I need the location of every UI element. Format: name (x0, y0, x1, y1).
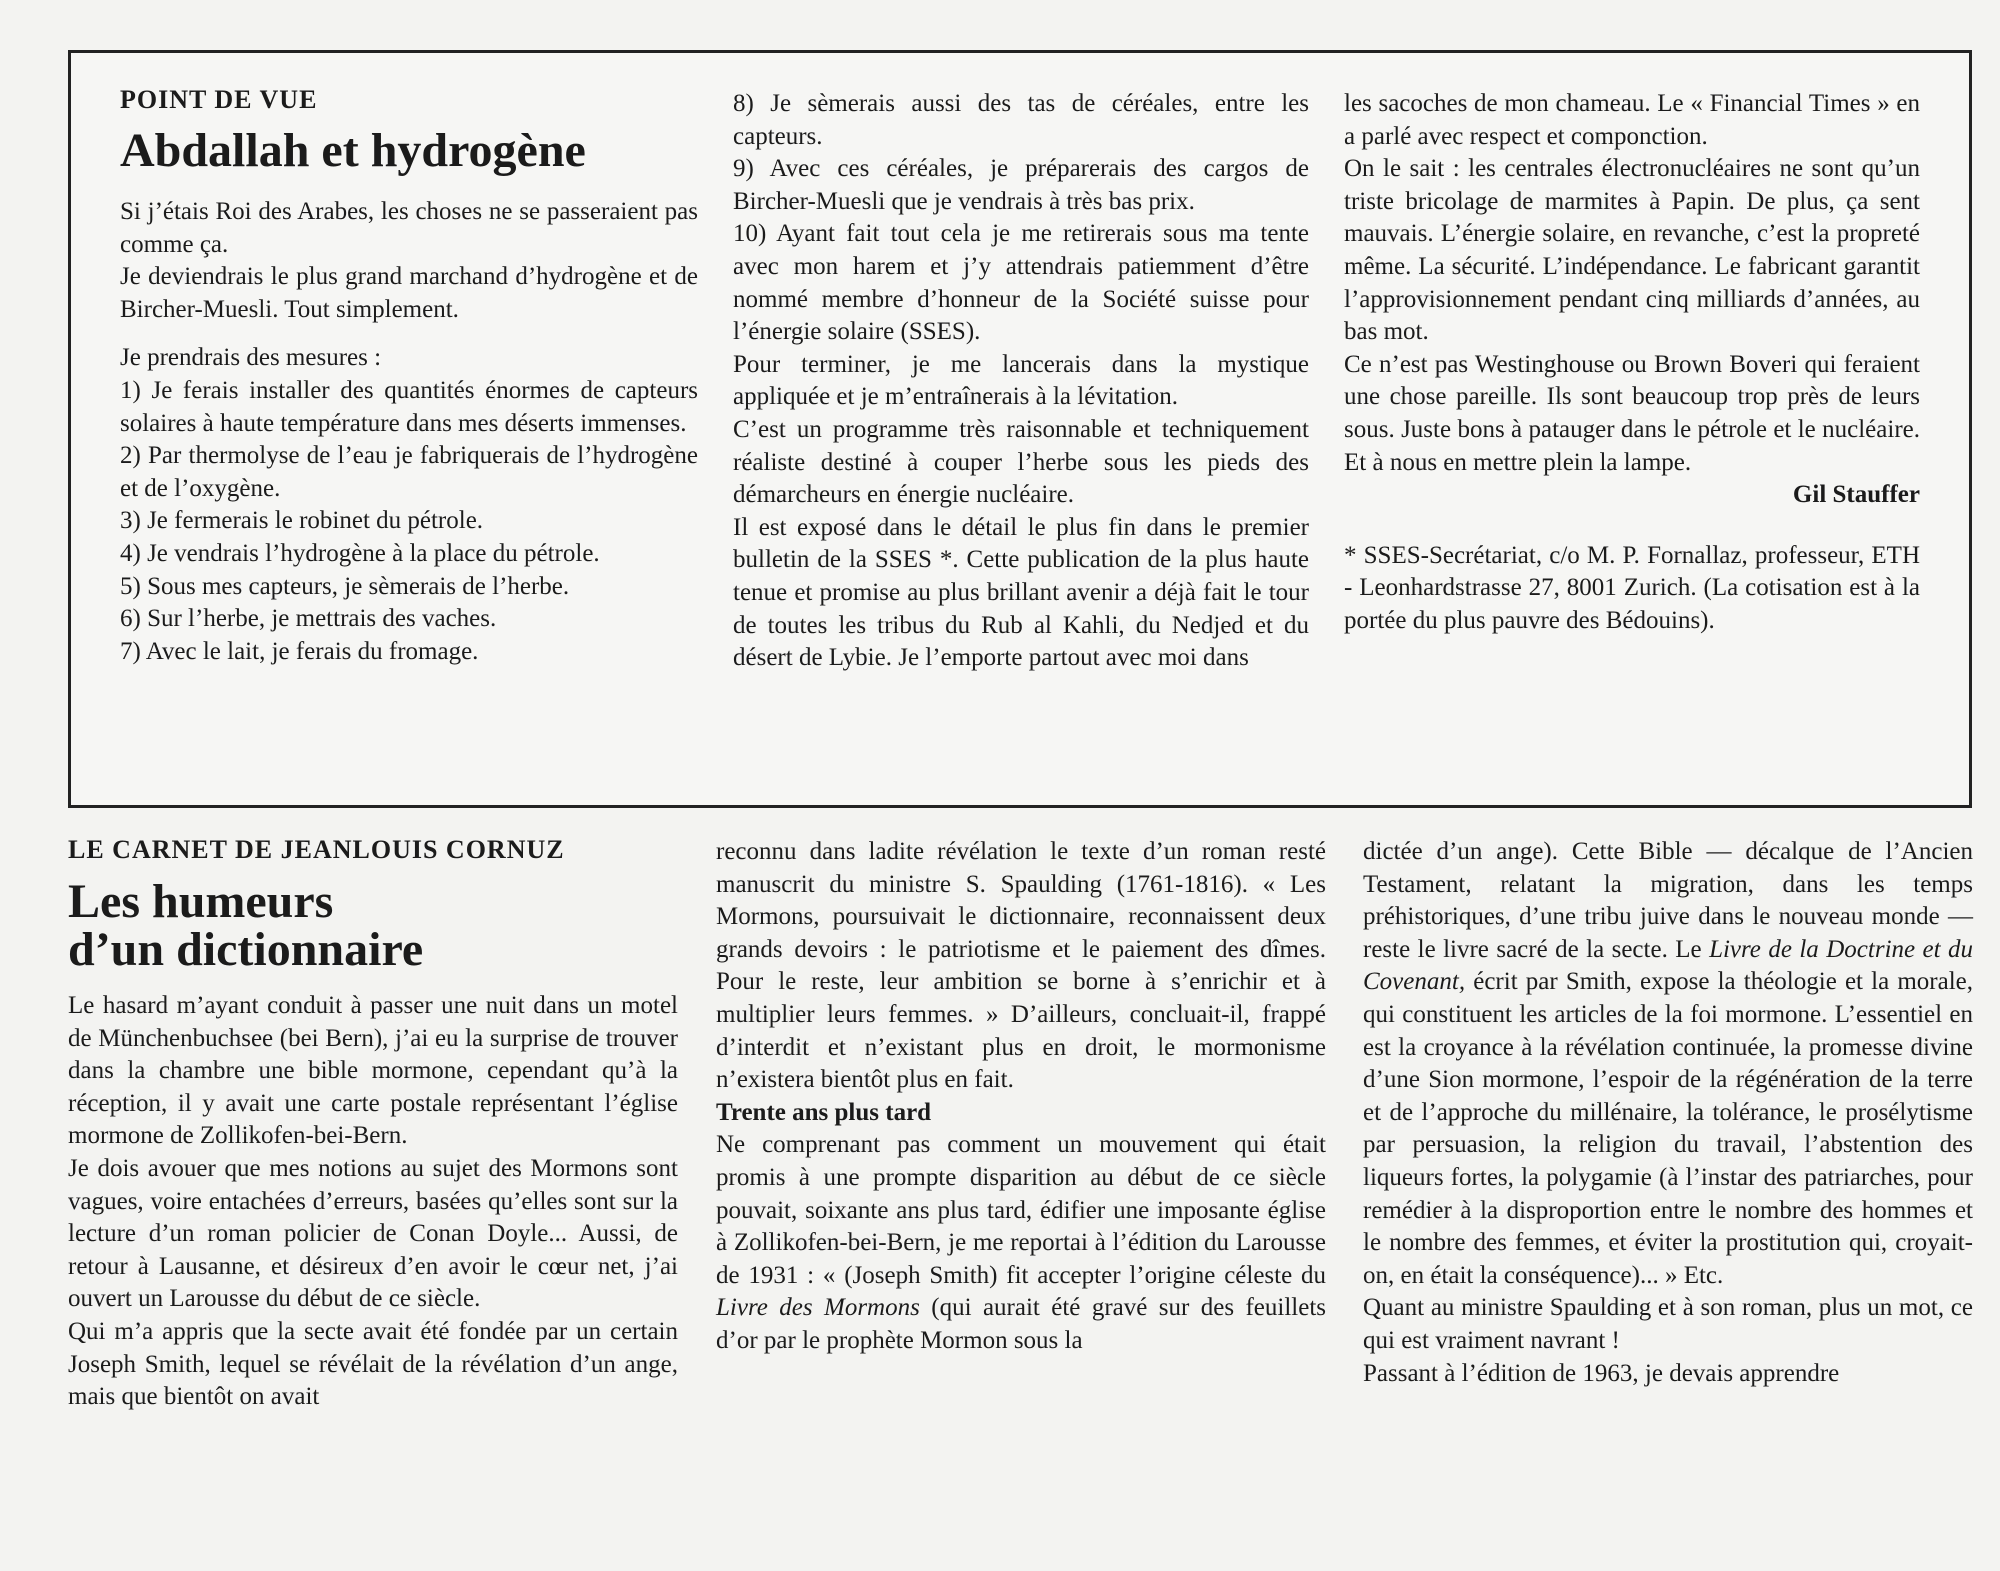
list-item: 2) Par thermolyse de l’eau je fabriquerais de l’hydrogène et de l’oxygène. (120, 442, 698, 502)
paragraph: On le sait : les centrales électronucléaires ne sont qu’un triste bricolage de marmites à Papin. De plus, ça sent mauvais. L’énergie solaire, en revanche, c’est la propreté même. La sécurité. L’indépendance. Le fabricant garantit l’approvisionnement pendant cinq milliards d’années, au bas mot. (1344, 155, 1920, 346)
footnote: * SSES-Secrétariat, c/o M. P. Fornallaz, professeur, ETH - Leonhardstrasse 27, 8001 Zurich. (La cotisation est à la portée du plus pauvre des Bédouins). (1344, 541, 1920, 634)
signature: Gil Stauffer (1792, 481, 1920, 509)
article1-title: Abdallah et hydrogène (120, 124, 586, 177)
paragraph: dictée d’un ange). Cette Bible — décalque de l’Ancien Testament, relatant la migration, dans les temps préhistoriques, d’une tribu juive dans le nouveau monde — reste le livre sacré de la secte. Le Livre de la Doctrine et du Covenant, écrit par Smith, expose la théologie et la morale, qui constituent les articles de la foi mormone. L’essentiel en est la croyance à la révélation continuée, la promesse divine d’une Sion mormone, l’espoir de la régénération de la terre et de l’approche du millénaire, la tolérance, le prosélytisme par persuasion, la religion du travail, l’abstention des liqueurs fortes, la polygamie (à l’instar des patriarches, pour remédier à la disproportion entre le nombre des hommes et le nombre des femmes, et éviter la prostitution qui, croyait-on, en était la conséquence)... » Etc. (1363, 838, 1974, 1289)
paragraph: Quant au ministre Spaulding et à son roman, plus un mot, ce qui est vraiment navrant ! (1363, 1294, 1973, 1354)
paragraph: Passant à l’édition de 1963, je devais apprendre (1363, 1359, 1840, 1387)
list-item: 7) Avec le lait, je ferais du fromage. (120, 637, 479, 665)
paragraph: reconnu dans ladite révélation le texte d’un roman resté manuscrit du ministre S. Spaulding (1761-1816). « Les Mormons, poursuivait le dictionnaire, reconnaissent deux grands devoirs : le patriotisme et le paiement des dîmes. Pour le reste, leur ambition se borne à s’enrichir et à multiplier leurs femmes. » D’ailleurs, concluait-il, frappé d’interdit et n’existant plus en droit, le mormonisme n’existera bientôt plus en fait. (716, 838, 1326, 1094)
article2-title-line-2: d’un dictionnaire (68, 923, 424, 976)
paragraph: Ce n’est pas Westinghouse ou Brown Boveri qui feraient une chose pareille. Ils sont beaucoup trop près de leurs sous. Juste bons à patauger dans le pétrole et le nucléaire. Et à nous en mettre plein la lampe. (1344, 350, 1920, 476)
article2-title-line-1: Les humeurs (68, 875, 334, 928)
paragraph: Si j’étais Roi des Arabes, les choses ne se passeraient pas comme ça. (120, 198, 698, 258)
list-item: 6) Sur l’herbe, je mettrais des vaches. (120, 605, 497, 633)
list-item: 3) Je fermerais le robinet du pétrole. (120, 507, 484, 535)
article1-column-3 (1344, 88, 1920, 638)
article1-column-1 (120, 84, 698, 668)
paragraph: Il est exposé dans le détail le plus fin dans le premier bulletin de la SSES *. Cette publication de la plus haute tenue et promise au plus brillant avenir a déjà fait le tour de toutes les tribus du Rub al Kahli, du Nedjed et du désert de Lybie. Je l’emporte partout avec moi dans (733, 513, 1309, 672)
list-item: 10) Ayant fait tout cela je me retirerais sous ma tente avec mon harem et j’y attendrais patiemment d’être nommé membre d’honneur de la Société suisse pour l’énergie solaire (SSES). (733, 220, 1309, 346)
article2-title (68, 875, 678, 976)
list-item: 4) Je vendrais l’hydrogène à la place du pétrole. (120, 539, 600, 567)
paragraph: Ne comprenant pas comment un mouvement qui était promis à une prompte disparition au début de ce siècle pouvait, soixante ans plus tard, édifier une imposante église à Zollikofen-bei-Bern, je me reportai à l’édition du Larousse de 1931 : « (Joseph Smith) fit accepter l’origine céleste du Livre des Mormons (qui aurait été gravé sur des feuillets d’or par le prophète Mormon sous la (716, 1131, 1326, 1354)
paragraph: les sacoches de mon chameau. Le « Financial Times » en a parlé avec respect et componction. (1344, 90, 1920, 150)
list-item: 9) Avec ces céréales, je préparerais des cargos de Bircher-Muesli que je vendrais à très bas prix. (733, 155, 1309, 215)
paragraph: Le hasard m’ayant conduit à passer une nuit dans un motel de Münchenbuchsee (bei Bern), j’ai eu la surprise de trouver dans la chambre une bible mormone, cependant qu’à la réception, il y avait une carte postale représentant l’église mormone de Zollikofen-bei-Bern. (68, 992, 678, 1150)
list-item: 1) Je ferais installer des quantités énormes de capteurs solaires à haute température dans mes déserts immenses. (120, 376, 698, 437)
subhead: Trente ans plus tard (716, 1098, 932, 1126)
list-item: 8) Je sèmerais aussi des tas de céréales, entre les capteurs. (733, 90, 1309, 150)
article2-column-2 (716, 836, 1326, 1358)
paragraph: Qui m’a appris que la secte avait été fondée par un certain Joseph Smith, lequel se révélait de la révélation d’un ange, mais que bientôt on avait (68, 1317, 678, 1411)
article1-column-2 (733, 88, 1309, 675)
paragraph: Je dois avouer que mes notions au sujet des Mormons sont vagues, voire entachées d’erreurs, basées qu’elles sont sur la lecture d’un roman policier de Conan Doyle... Aussi, de retour à Lausanne, et désireux d’en avoir le cœur net, j’ai ouvert un Larousse du début de ce siècle. (68, 1154, 678, 1313)
article2-column-3 (1363, 836, 1973, 1390)
paragraph: Je deviendrais le plus grand marchand d’hydrogène et de Bircher-Muesli. Tout simplement. (120, 263, 698, 323)
article1-kicker: POINT DE VUE (120, 85, 318, 114)
paragraph: Je prendrais des mesures : (120, 344, 382, 372)
list-item: 5) Sous mes capteurs, je sèmerais de l’herbe. (120, 572, 570, 600)
paragraph: Pour terminer, je me lancerais dans la mystique appliquée et je m’entraînerais à la lévitation. (733, 350, 1309, 411)
article2-kicker: LE CARNET DE JEANLOUIS CORNUZ (68, 835, 565, 864)
paragraph: C’est un programme très raisonnable et techniquement réaliste destiné à couper l’herbe sous les pieds des démarcheurs en énergie nucléaire. (733, 415, 1309, 509)
article2-column-1 (68, 834, 678, 1414)
